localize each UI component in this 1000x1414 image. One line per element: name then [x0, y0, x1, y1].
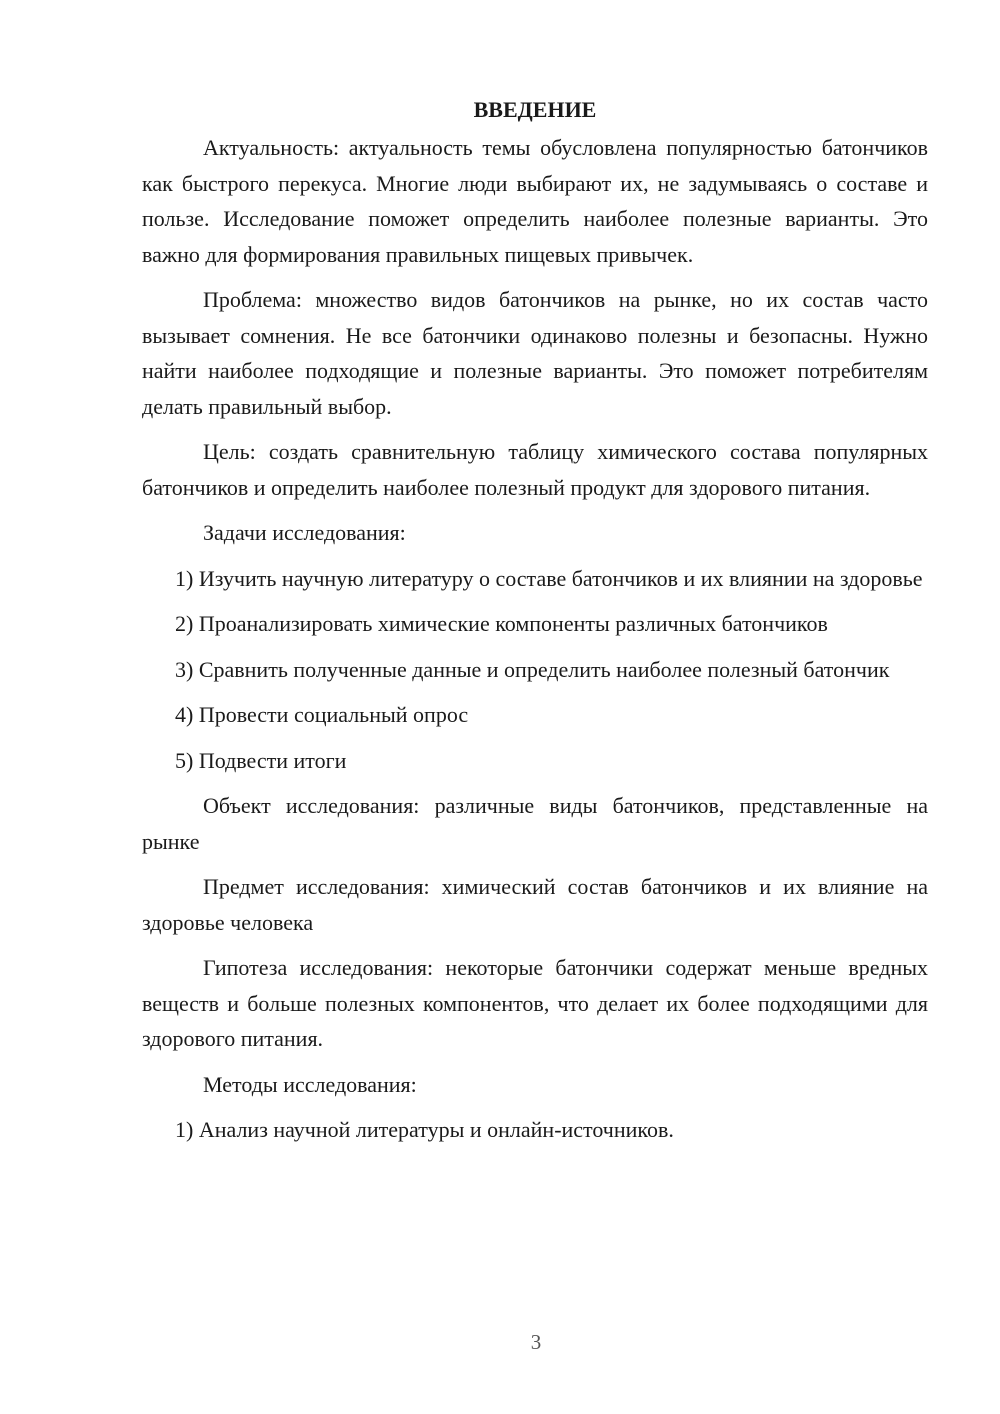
- task-item-2: 2) Проанализировать химические компоненты различных батончиков: [175, 611, 828, 636]
- subject-paragraph: Предмет исследования: химический состав батончиков и их влияние на здоровье человека: [142, 874, 928, 935]
- relevance-paragraph: Актуальность: актуальность темы обусловлена популярностью батончиков как быстрого перекуса. Многие люди выбирают их, не задумываясь о составе и пользе. Исследование поможет определить наиболее полезные варианты. Это важно для формирования правильных пищевых привычек.: [142, 135, 928, 267]
- document-page: [142, 92, 928, 1158]
- hypothesis-paragraph: Гипотеза исследования: некоторые батончики содержат меньше вредных веществ и больше полезных компонентов, что делает их более подходящими для здорового питания.: [142, 955, 928, 1051]
- task-item-4: 4) Провести социальный опрос: [175, 702, 469, 727]
- problem-paragraph: Проблема: множество видов батончиков на рынке, но их состав часто вызывает сомнения. Не все батончики одинаково полезны и безопасны. Нужно найти наиболее подходящие и полезные варианты. Это поможет потребителям делать правильный выбор.: [142, 287, 928, 419]
- object-paragraph: Объект исследования: различные виды батончиков, представленные на рынке: [142, 793, 928, 854]
- task-item-3: 3) Сравнить полученные данные и определить наиболее полезный батончик: [175, 656, 890, 682]
- section-title: ВВЕДЕНИЕ: [473, 97, 597, 122]
- methods-heading: Методы исследования:: [203, 1071, 417, 1097]
- goal-paragraph: Цель: создать сравнительную таблицу химического состава популярных батончиков и определить наиболее полезный продукт для здорового питания.: [142, 439, 928, 500]
- task-item-1: 1) Изучить научную литературу о составе батончиков и их влиянии на здоровье: [175, 565, 923, 591]
- tasks-heading: Задачи исследования:: [203, 520, 406, 545]
- method-item-1: 1) Анализ научной литературы и онлайн-источников.: [175, 1117, 674, 1142]
- page-number: 3: [530, 1330, 542, 1354]
- task-item-5: 5) Подвести итоги: [175, 747, 347, 773]
